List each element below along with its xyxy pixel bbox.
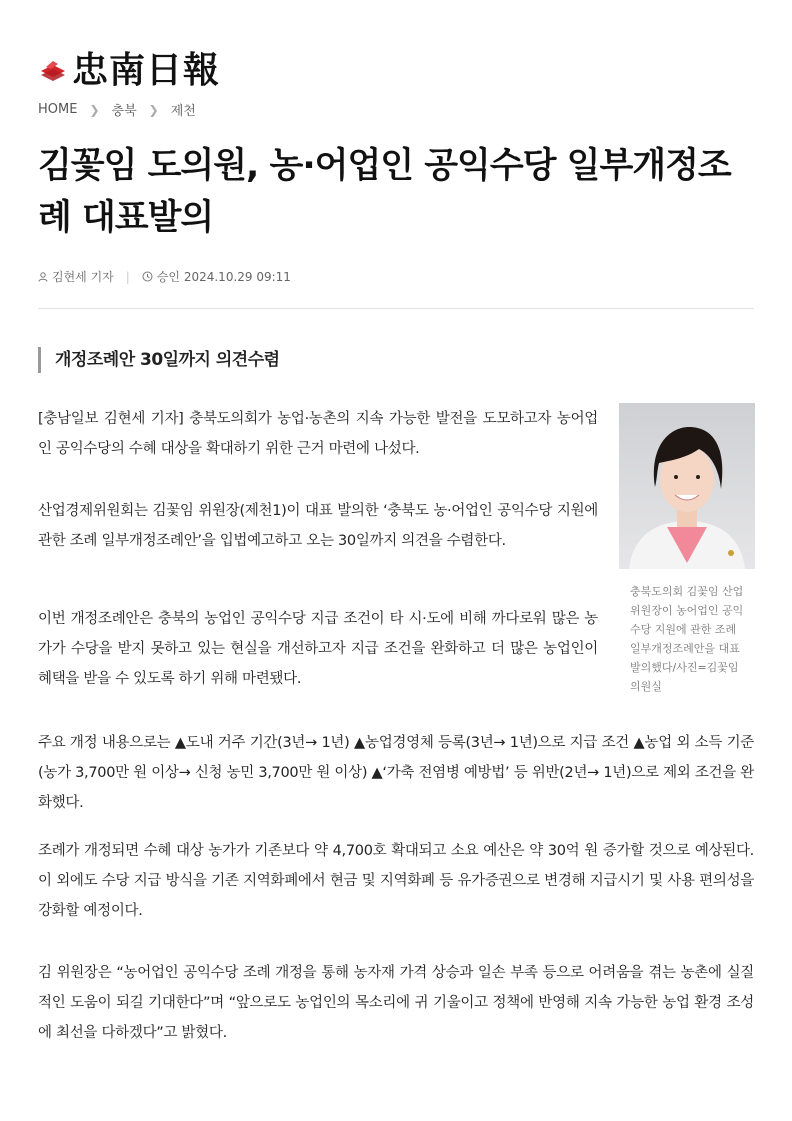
article-paragraph: [충남일보 김현세 기자] 충북도의회가 농업·농촌의 지속 가능한 발전을 도모하고자 농어업인 공익수당의 수혜 대상을 확대하기 위한 근거 마련에 나섰다. — [38, 411, 598, 457]
clock-icon — [142, 271, 153, 282]
breadcrumb-section[interactable]: 충북 — [111, 104, 137, 119]
article-paragraph: 이번 개정조례안은 충북의 농업인 공익수당 지급 조건이 타 시·도에 비해 까다로워 많은 농가가 수당을 받지 못하고 있는 현실을 개선하고자 지급 조건을 완화하고 더 많은 농업인이 혜택을 받을 수 있도록 하기 위해 마련됐다. — [38, 611, 598, 687]
chevron-right-icon: ❯ — [148, 102, 159, 117]
site-logo[interactable] — [38, 50, 220, 90]
chevron-right-icon: ❯ — [89, 102, 100, 117]
article-paragraph: 김 위원장은 “농어업인 공익수당 조례 개정을 통해 농자재 가격 상승과 일손 부족 등으로 어려움을 겪는 농촌에 실질적인 도움이 되길 기대한다”며 “앞으로도 농업인의 목소리에 귀 기울이고 정책에 반영해 지속 가능한 농업 환경 조성에 최선을 다하겠다”고 밝혔다. — [38, 965, 754, 1041]
author-name: 김현세 기자 — [52, 270, 114, 284]
article-meta — [38, 268, 291, 285]
breadcrumb — [38, 100, 196, 119]
user-icon — [38, 272, 48, 282]
divider — [38, 308, 754, 309]
article-paragraph: 주요 개정 내용으로는 ▲도내 거주 기간(3년→ 1년) ▲농업경영체 등록(3년→ 1년)으로 지급 조건 ▲농업 외 소득 기준(농가 3,700만 원 이상→ 신청 농민 3,700만 원 이상) ▲‘가축 전염병 예방법’ 등 위반(2년→ 1년)으로 제외 조건을 완화했다. — [38, 735, 754, 811]
meta-divider: | — [125, 269, 130, 284]
photo-caption: 충북도의회 김꽃임 산업위원장이 농어업인 공익수당 지원에 관한 조례 일부개정조례안을 대표 발의했다/사진=김꽃임 의원실 — [630, 585, 744, 693]
article-subheading: 개정조례안 30일까지 의견수렴 — [38, 347, 280, 373]
article-photo[interactable] — [619, 403, 755, 569]
article-paragraph: 조례가 개정되면 수혜 대상 농가가 기존보다 약 4,700호 확대되고 소요 예산은 약 30억 원 증가할 것으로 예상된다. 이 외에도 수당 지급 방식을 기존 지역화폐에서 현금 및 지역화폐 등 유가증권으로 변경해 지급시기 및 사용 편의성을 강화할 예정이다. — [38, 843, 754, 919]
logo-mark-icon — [38, 55, 68, 85]
logo-text: 忠南日報 — [72, 49, 221, 91]
breadcrumb-home[interactable]: HOME — [38, 102, 78, 117]
breadcrumb-subsection[interactable]: 제천 — [170, 104, 196, 119]
approved-date: 승인 2024.10.29 09:11 — [156, 270, 291, 284]
article-headline: 김꽃임 도의원, 농·어업인 공익수당 일부개정조례 대표발의 — [38, 146, 731, 238]
article-paragraph: 산업경제위원회는 김꽃임 위원장(제천1)이 대표 발의한 ‘충북도 농·어업인 공익수당 지원에 관한 조례 일부개정조례안’을 입법예고하고 오는 30일까지 의견을 수렴한다. — [38, 503, 598, 549]
